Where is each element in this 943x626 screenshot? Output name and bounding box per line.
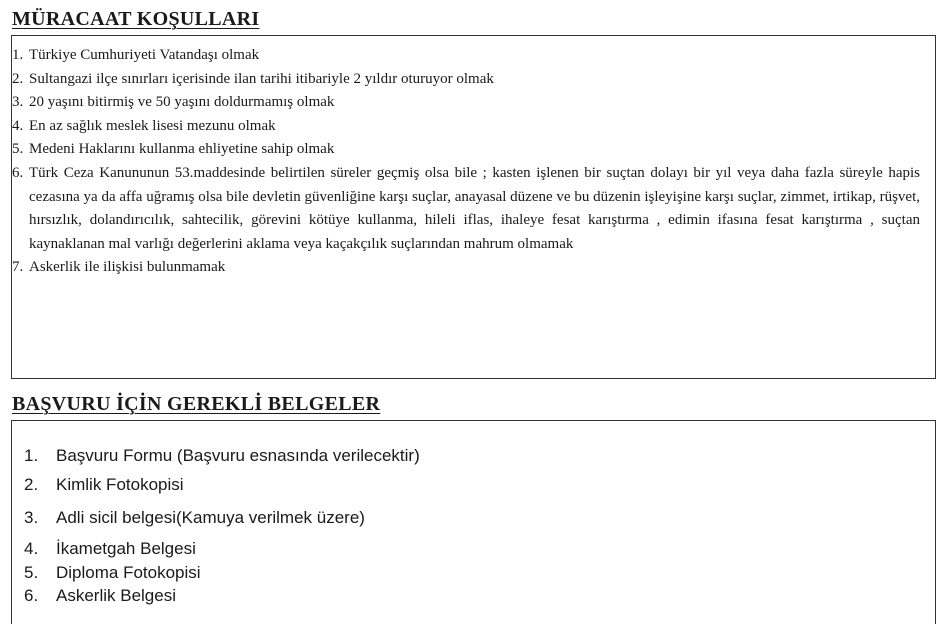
condition-number: 3. [12,94,24,111]
condition-number: 4. [12,117,24,134]
condition-text: Sultangazi ilçe sınırları içerisinde ilan tarihi itibariyle 2 yıldır oturuyor olmak [29,70,494,87]
document-item [24,586,176,606]
document-item [24,475,184,495]
conditions-title: MÜRACAAT KOŞULLARI [12,8,260,30]
document-text: Adli sicil belgesi(Kamuya verilmek üzere) [56,508,365,527]
condition-text: Türkiye Cumhuriyeti Vatandaşı olmak [29,47,260,63]
document-number: 6. [24,586,39,605]
documents-title: BAŞVURU İÇİN GEREKLİ BELGELER [12,393,381,415]
condition-text: Askerlik ile ilişkisi bulunmamak [29,259,226,276]
condition-item [12,44,920,68]
condition-number: 5. [12,141,24,158]
condition-text: Medeni Haklarını kullanma ehliyetine sahip olmak [29,141,335,158]
condition-item [12,68,920,92]
condition-item [12,138,920,162]
condition-item [12,91,920,115]
document-number: 4. [24,539,39,558]
conditions-list [12,44,920,280]
condition-item [12,115,920,139]
document-text: Başvuru Formu (Başvuru esnasında verilecektir) [56,446,420,465]
condition-number: 1. [12,47,24,63]
document-text: Kimlik Fotokopisi [56,475,184,494]
condition-item [12,256,920,280]
document-text: Diploma Fotokopisi [56,563,201,582]
document-number: 1. [24,446,39,465]
document-number: 3. [24,508,39,527]
condition-item [12,162,920,256]
condition-text: En az sağlık meslek lisesi mezunu olmak [29,117,276,134]
condition-number: 2. [12,70,24,87]
document-item [24,563,201,583]
document-number: 2. [24,475,39,494]
document-item [24,508,365,528]
condition-text: Türk Ceza Kanununun 53.maddesinde belirtilen süreler geçmiş olsa bile ; kasten işlenen bir suçtan dolayı bir yıl veya daha fazla süreyle hapis cezasına ya da affa uğramış olsa bile devletin güvenliğine karşı suçlar, anayasal düzene ve bu düzenin işleyişine karşı suçlar, zimmet, irtikap, rüşvet, hırsızlık, dolandırıcılık, sahtecilik, görevini kötüye kullanma, hileli iflas, ihaleye fesat karıştırma , edimin ifasına fesat karıştırma , suçtan kaynaklanan mal varlığı değerlerini aklama veya kaçakçılık suçlarından mahrum olmamak [29,164,920,252]
document-item [24,539,196,559]
condition-number: 7. [12,259,24,276]
document-item [24,446,420,466]
document-text: Askerlik Belgesi [56,586,176,605]
condition-number: 6. [12,164,24,181]
document-text: İkametgah Belgesi [56,539,196,558]
condition-text: 20 yaşını bitirmiş ve 50 yaşını doldurmamış olmak [29,94,335,111]
document-number: 5. [24,563,39,582]
